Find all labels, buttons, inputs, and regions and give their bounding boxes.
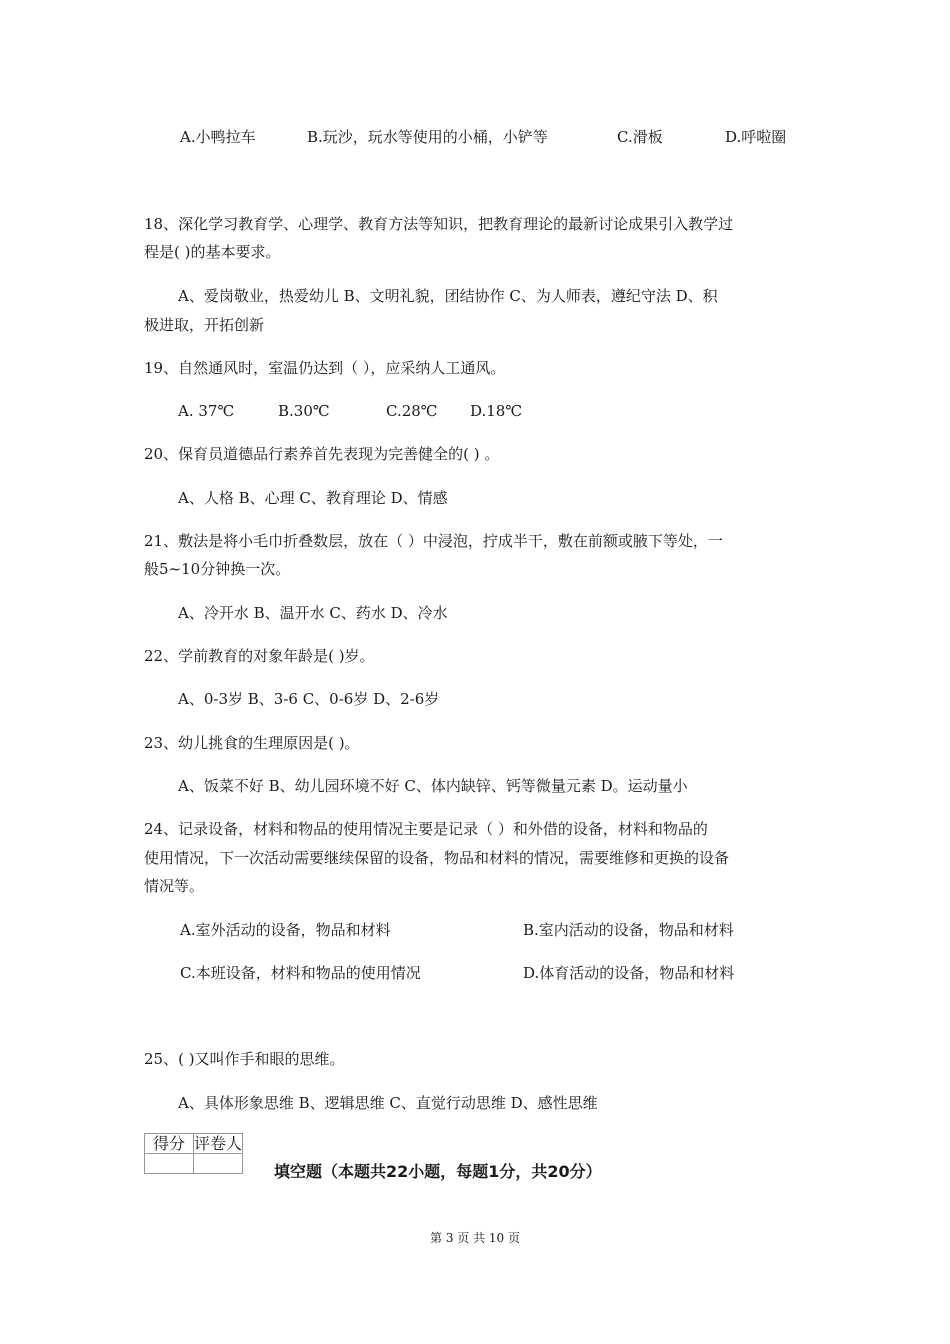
q22-stem: 22、学前教育的对象年龄是( )岁。	[144, 647, 375, 665]
q18-stem-line2: 程是( )的基本要求。	[144, 243, 281, 261]
q17-option-b: B.玩沙，玩水等使用的小桶，小铲等	[307, 128, 548, 146]
q25-stem: 25、( )又叫作手和眼的思维。	[144, 1050, 345, 1068]
q25-options: A、具体形象思维 B、逻辑思维 C、直觉行动思维 D、感性思维	[178, 1094, 598, 1112]
score-cell	[145, 1154, 194, 1174]
grader-cell	[194, 1154, 243, 1174]
q21-stem-line1: 21、敷法是将小毛巾折叠数层，放在（ ）中浸泡，拧成半干，敷在前额或腋下等处，一	[144, 532, 723, 550]
q23-options: A、饭菜不好 B、幼儿园环境不好 C、体内缺锌、钙等微量元素 D。运动量小	[178, 777, 688, 795]
q23-stem: 23、幼儿挑食的生理原因是( )。	[144, 734, 360, 752]
grader-header: 评卷人	[194, 1134, 243, 1153]
section-title: 填空题（本题共22小题，每题1分，共20分）	[274, 1162, 602, 1181]
q20-stem: 20、保育员道德品行素养首先表现为完善健全的( ) 。	[144, 445, 500, 463]
q19-stem: 19、自然通风时，室温仍达到（ ），应采纳人工通风。	[144, 359, 506, 377]
q21-options: A、冷开水 B、温开水 C、药水 D、冷水	[178, 604, 448, 622]
score-header: 得分	[145, 1134, 194, 1154]
q19-option-d: D.18℃	[470, 402, 523, 420]
q17-option-a: A.小鸭拉车	[180, 128, 256, 146]
q18-options-line1: A、爱岗敬业，热爱幼儿 B、文明礼貌，团结协作 C、为人师表，遵纪守法 D、积	[178, 287, 718, 305]
q21-stem-line2: 般5~10分钟换一次。	[144, 560, 291, 578]
q24-stem-line1: 24、记录设备，材料和物品的使用情况主要是记录（ ）和外借的设备，材料和物品的	[144, 820, 708, 838]
page-footer: 第 3 页 共 10 页	[430, 1231, 520, 1245]
q17-option-c: C.滑板	[617, 128, 663, 146]
q24-option-c: C.本班设备，材料和物品的使用情况	[180, 964, 421, 982]
q24-option-d: D.体育活动的设备，物品和材料	[523, 964, 735, 982]
q19-option-c: C.28℃	[386, 402, 438, 420]
q24-stem-line2: 使用情况，下一次活动需要继续保留的设备，物品和材料的情况，需要维修和更换的设备	[144, 849, 730, 867]
score-table	[144, 1133, 243, 1174]
q22-options: A、0-3岁 B、3-6 C、0-6岁 D、2-6岁	[178, 690, 440, 708]
q19-option-a: A. 37℃	[178, 402, 235, 420]
q20-options: A、人格 B、心理 C、教育理论 D、情感	[178, 489, 448, 507]
q18-stem-line1: 18、深化学习教育学、心理学、教育方法等知识，把教育理论的最新讨论成果引入教学过	[144, 215, 734, 233]
q24-option-a: A.室外活动的设备，物品和材料	[180, 921, 391, 939]
q19-option-b: B.30℃	[278, 402, 330, 420]
q24-option-b: B.室内活动的设备，物品和材料	[523, 921, 734, 939]
q24-stem-line3: 情况等。	[144, 877, 205, 895]
q17-option-d: D.呼啦圈	[725, 128, 787, 146]
q18-options-line2: 极进取，开拓创新	[144, 316, 265, 334]
